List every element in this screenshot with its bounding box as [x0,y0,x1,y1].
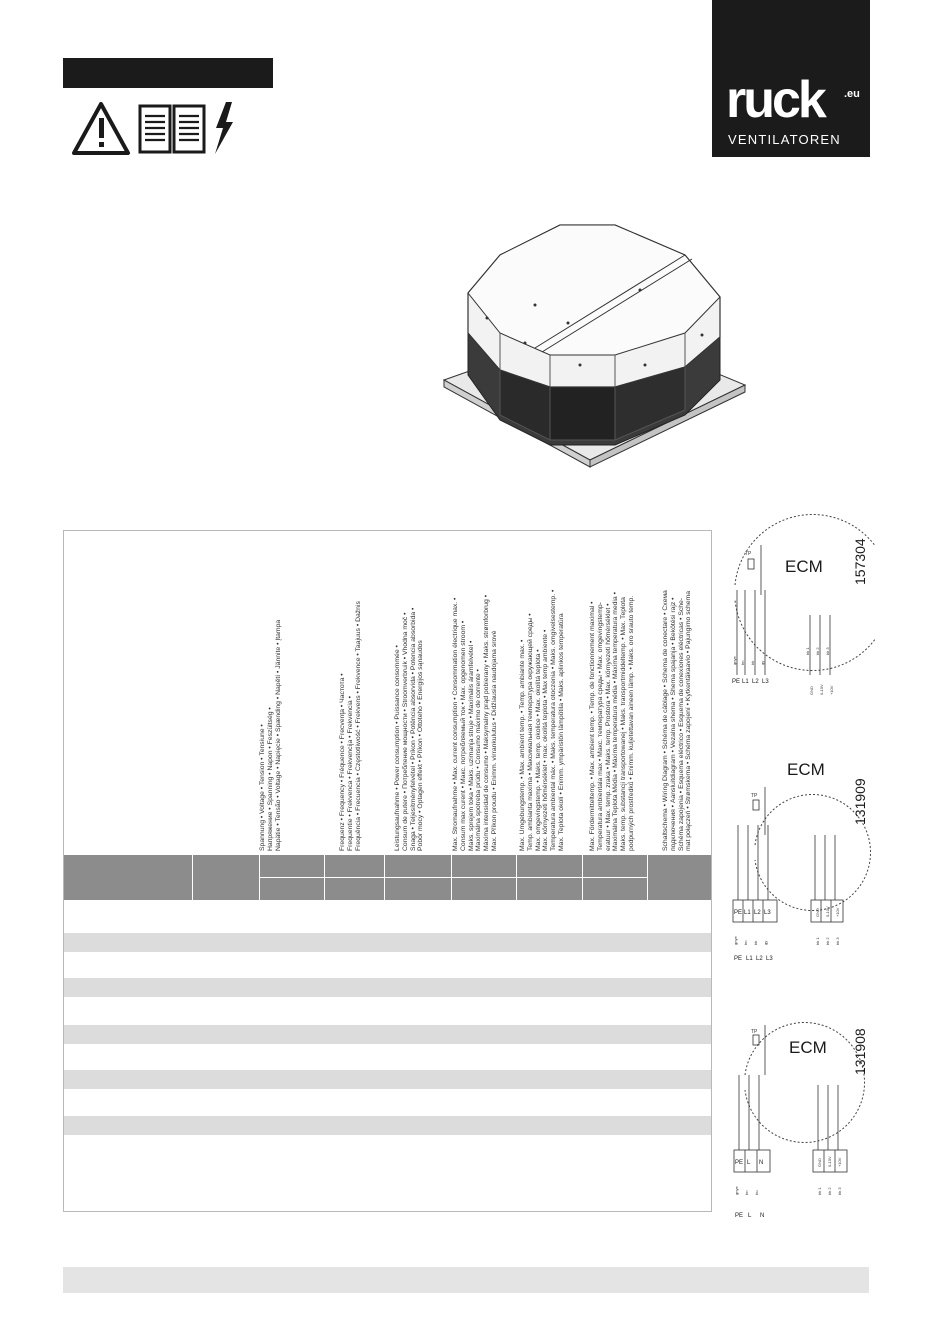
terminal-label: PE [732,679,741,685]
table-row [64,1025,711,1044]
wire-label: bn [740,660,745,665]
table-row [64,933,711,952]
header-medium-temp: Max. Fördermitteltemp. • Max. ambient temp. • Temp. de fonctionnement maximal • Temperatura ambientala max • Макс. температура среды • Max. omgevingstemp- eratuur • Max. temp. zraka • Maks. temp. Prostora • Max. környezeti hőmérséklet • Maximálna Teplota Média • Máxima temperatura média • Máxima temperatura media • Maks. temp. substancji transportowanej • Maks. transportmiddeltemp. • Max. Teplota podpurných prostředků • Enimm. kuljetettavan aineen lämp. • Maks. oro srauto temp. [589,592,635,851]
terminal-label: L1 [744,910,751,916]
header-power: Leistungsaufnahme • Power consumption • Puissance consommée • Consum de putere • Потребление мощности • Stroomverbruik • Vhodna moč • Snaga • Teljesítményfelvétel • Príkon • Potência absorvida • Potencia absorbida • Pobór mocy • Optagen effekt • Příkon • Ottoteho • Energijos sąnaudos [394,607,425,851]
wiring-diagram-131909 [733,760,871,962]
diagram-number: 131909 [852,778,868,825]
wiring-diagram-131908 [734,1023,868,1220]
table-row [64,1070,711,1089]
header-wiring-diagram: Schaltschema • Wiring Diagram • Schéma de câblage • Schema de conectare • Схема подключения • Aansluitdiagram • Vezalna shema • Shema spajanja • Bekötési rajz • Schéma zapojenia • Esquema eléctrico • Esquema de conexiones eléctricas • Sche- mat połączeń • Strømskema • Schéma zapojení • Kytkentäkaavio • Pajungimo schema [662,590,693,851]
wiring-diagrams [715,505,875,1245]
terminal-label: L3 [762,679,769,685]
terminal-label: L2 [752,679,759,685]
header-frequency: Frequenz • Frequency • Fréquence • Frecvenţa • Частота • Frequentie • Frekvenca • Frekvencija • Frekvencia • Frequência • Frecuencia • Częstotliwość • Frekvens • Frekvence • Taajuus • Dažnis [339,601,362,851]
header-current: Max. Stromaufnahme • Max. current consumption • Consommation électrique max. • Consum max curent • Макс. потребляемый ток • Max. opgenomen stroom • Maks. sprejem toka • Maks. uzimanja struje • Maximális áramfelvétel • Maximálna spotreba prúdu • Consumo máximo de corrente • Máxima intensidad de consumo • Maksymalny prąd pobierany • Maks. strømforbrug • Max. Příkon proudu • Enimm. virrankulutus • Didžiausia naudojama srovė [452,594,498,851]
title-bar [63,58,273,88]
wire-label: bk [753,940,758,945]
terminal-label: L1 [742,679,749,685]
signal-name: GND [817,1158,822,1167]
terminal-label: N [760,1213,765,1219]
roof-fan-illustration [440,215,750,485]
header-voltage: Spannung • Voltage • Tension • Tensiune • Напряжение • Spanning • Napon • Feszültség • Napätie • Tensão • Voltage • Napięcie • Spænding • Napětí • Jännite • Įtampa [259,619,282,851]
signal-label: bk 2 [815,647,820,655]
signal-name: GND [809,686,814,695]
terminal-label: PE [734,956,743,962]
logo-word: ruck [726,71,824,129]
diagram-number: 157304 [852,538,868,585]
wire-label: gy [763,940,768,945]
tp-label: TP [745,551,752,557]
table-row [64,978,711,997]
terminal-label: L [747,1160,751,1166]
signal-name: 0-10V [825,906,830,917]
wire-label: bu [754,1190,759,1195]
header-ambient-temp: Max. Umgebungstemp. • Max. ambient temp. • Temp. ambiante max. • Temp. ambianta maxima • Максимальная температура окружающей среды • Max. omgevingstemp. • Maks. temp. okolice • Max. okolitá teplota • Max. környezeti hőmérséklet • max. okolitá teplota • Max temp ambiente • Temperatura ambiental máx. • Maks. temperatura otoczenia • Maks. omgivelsestemp. • Max. Teplota okolí • Enimm. ympäristön lämpötila • Maks. aplinkos temperatūra [519,589,565,851]
tp-label: TP [751,1029,758,1035]
signal-label: bk 2 [825,937,830,945]
signal-name: 0-10V [827,1156,832,1167]
terminal-label: L [748,1213,752,1219]
terminal-label: PE [735,1160,744,1166]
manual-book-icon [140,106,204,152]
signal-label: bk 1 [815,937,820,945]
table-row [64,1116,711,1135]
signal-label: bk 1 [805,647,810,655]
wire-label: bk [750,660,755,665]
ruck-logo [712,0,870,157]
wire-label: gnye [733,936,738,945]
logo-subtitle: VENTILATOREN [728,132,841,147]
wiring-diagram-157304 [732,515,875,696]
footer-bar [63,1267,869,1293]
safety-icons [70,98,250,160]
terminal-label: L3 [766,956,773,962]
wire-label: bn [744,1190,749,1195]
signal-name: 0-10V [819,684,824,695]
terminal-label: N [759,1160,764,1166]
terminal-label: PE [734,910,743,916]
tp-label: TP [751,793,758,799]
signal-name: +10V [837,1157,842,1167]
signal-label: bk 2 [827,1187,832,1195]
diagram-number: 131908 [852,1028,868,1075]
signal-label: bk 3 [835,937,840,945]
wire-label: gy [760,660,765,665]
signal-label: bk 3 [837,1187,842,1195]
signal-name: +10V [829,685,834,695]
ecm-label: ECM [787,760,825,779]
terminal-label: L3 [764,910,771,916]
signal-name: GND [815,908,820,917]
terminal-label: L1 [746,956,753,962]
electric-shock-icon [215,102,233,154]
logo-eu: .eu [844,88,860,100]
terminal-label: L2 [754,910,761,916]
signal-name: +10V [835,907,840,917]
ecm-label: ECM [785,557,823,576]
terminal-label: PE [735,1213,744,1219]
warning-triangle-icon [74,104,128,153]
technical-data-table [63,530,712,1212]
ecm-label: ECM [789,1038,827,1057]
wire-label: gnye [732,656,737,665]
signal-label: bk 3 [825,647,830,655]
wire-label: gnye [734,1186,739,1195]
signal-label: bk 1 [817,1187,822,1195]
terminal-label: L2 [756,956,763,962]
wire-label: bn [743,940,748,945]
